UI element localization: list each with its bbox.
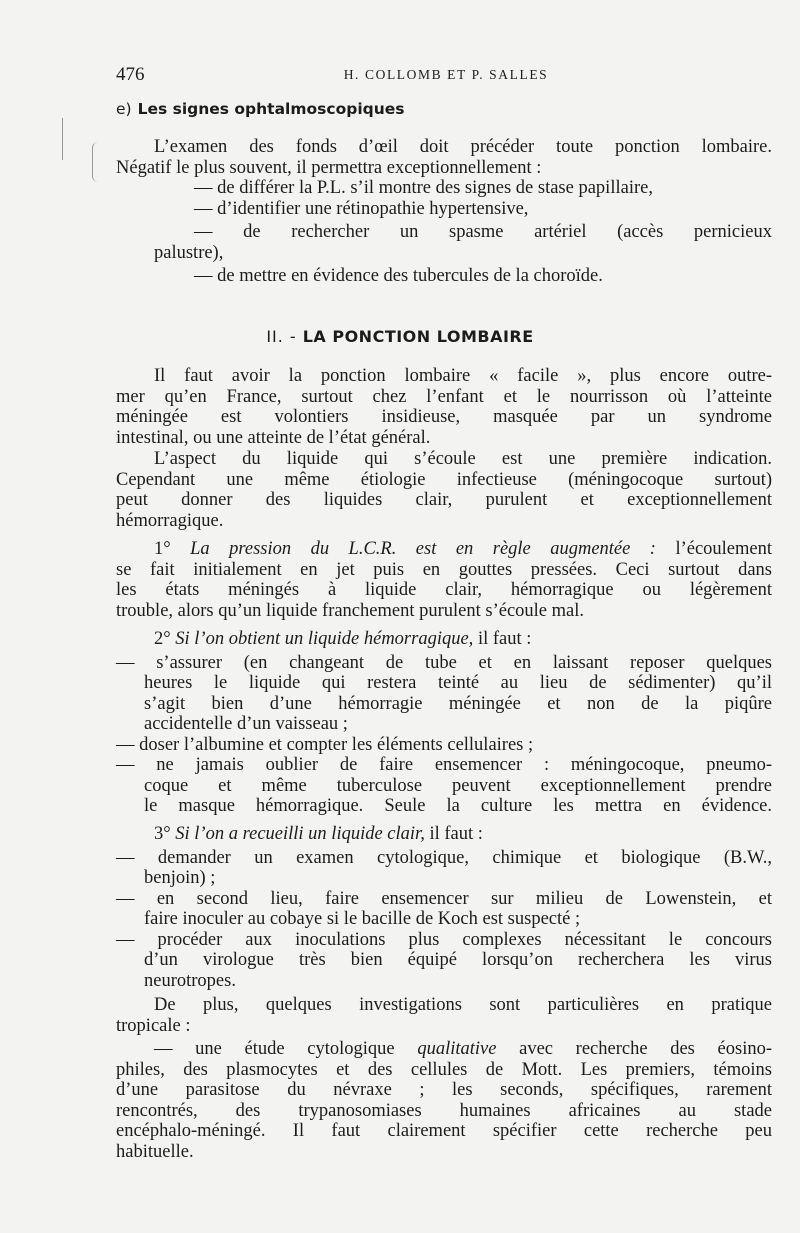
text-line: L’aspect du liquide qui s’écoule est une première indication. [154,449,772,469]
text-line: intestinal, ou une atteinte de l’état général. [116,427,431,448]
text-line: rencontrés, des trypanosomiases humaines africaines au stade [116,1100,772,1121]
point-number: 1° [154,539,171,559]
text-fragment: il faut : [477,629,532,649]
text-fragment: avec recherche des éosino- [519,1039,773,1059]
point-heading-line [116,629,772,650]
text-fragment: — une étude cytologique [154,1039,395,1059]
point-3 [116,824,772,991]
text-line: — de différer la P.L. s’il montre des signes de stase papillaire, [194,178,653,198]
text-line: le masque hémorragique. Seule la culture les mettra en évidence. [144,796,772,816]
point-number: 2° [154,629,171,649]
text-line: — d’identifier une rétinopathie hypertensive, [194,198,529,219]
text-line: d’une parasitose du névraxe ; les seconds, spécifiques, rarement [116,1080,772,1100]
text-line: philes, des plasmocytes et des cellules de Mott. Les premiers, témoins [116,1059,772,1080]
text-line: Cependant une même étiologie infectieuse (méningocoque surtout) [116,469,772,490]
text-line: habituelle. [116,1141,194,1162]
section-number: II. - [266,327,297,346]
point-heading: Si l’on obtient un liquide hémorragique, [175,629,474,649]
text-line: — ne jamais oublier de faire ensemencer : méningocoque, pneumo- [116,755,772,775]
paragraph-2 [116,449,772,531]
section-heading-e [116,100,405,118]
text-line: méningée est volontiers insidieuse, masquée par un syndrome [116,407,772,427]
text-line: — procéder aux inoculations plus complexes nécessitant le concours [116,929,772,950]
text-line: hémorragique. [116,510,224,531]
paragraph-1 [116,366,772,448]
text-line: — s’assurer (en changeant de tube et en laissant reposer quelques [116,652,772,673]
text-line: trouble, alors qu’un liquide franchement purulent s’écoule mal. [116,600,585,621]
text-line: accidentelle d’un vaisseau ; [144,714,348,734]
section-title: LA PONCTION LOMBAIRE [302,327,534,346]
text-line: L’examen des fonds d’œil doit précéder toute ponction lombaire. [154,137,772,157]
point-heading-line [116,539,772,560]
text-line: les états méningés à liquide clair, hémorragique ou légèrement [116,580,772,600]
point-heading: La pression du L.C.R. est en règle augmentée : [190,539,656,559]
text-line: encéphalo-méningé. Il faut clairement spécifier cette recherche peu [116,1121,772,1141]
margin-mark [92,142,99,182]
text-line: coque et même tuberculose peuvent exceptionnellement prendre [144,775,772,796]
text-line: se fait initialement en jet puis en gouttes pressées. Ceci surtout dans [116,559,772,580]
text-line: — demander un examen cytologique, chimique et biologique (B.W., [116,847,772,868]
text-line: — de rechercher un spasme artériel (accès pernicieux [194,222,772,242]
text-line: Il faut avoir la ponction lombaire « facile », plus encore outre- [154,366,772,386]
point-number: 3° [154,824,171,844]
point-2 [116,629,772,817]
text-line: — en second lieu, faire ensemencer sur milieu de Lowenstein, et [116,888,772,909]
text-line: faire inoculer au cobaye si le bacille de Koch est suspecté ; [144,909,581,929]
text-line: — doser l’albumine et compter les éléments cellulaires ; [116,734,534,755]
text-line: tropicale : [116,1015,191,1036]
section-label: e) [116,100,132,118]
page-number: 476 [116,64,145,85]
text-line: neurotropes. [144,970,236,991]
text-line: — de mettre en évidence des tubercules de la choroïde. [194,266,603,286]
text-line: benjoin) ; [144,868,216,888]
text-line: De plus, quelques investigations sont particulières en pratique [154,995,772,1015]
text-line: d’un virologue très bien équipé lorsqu’on recherchera les virus [144,950,772,970]
text-line: heures le liquide qui restera teinté au lieu de sédimenter) qu’il [144,673,772,693]
section-title: Les signes ophtalmoscopiques [137,100,405,118]
section-e-body [116,137,772,287]
page-header [116,64,772,88]
text-line: palustre), [154,242,224,263]
text-line: peut donner des liquides clair, purulent et exceptionnellement [116,490,772,510]
paragraph-final [116,995,772,1162]
point-heading-line [116,824,772,845]
text-line [116,1039,772,1060]
text-line: mer qu’en France, surtout chez l’enfant et le nourrisson où l’atteinte [116,386,772,407]
point-heading: Si l’on a recueilli un liquide clair, [175,824,425,844]
section-heading-ii [0,327,800,346]
text-fragment: il faut : [429,824,483,844]
margin-mark [62,118,63,160]
point-1 [116,539,772,621]
running-head: H. COLLOMB ET P. SALLES [343,67,549,82]
text-fragment: l’écoulement [675,539,773,559]
emphasis: qualitative [417,1039,497,1059]
text-line: Négatif le plus souvent, il permettra exceptionnellement : [116,157,542,178]
text-line: s’agit bien d’une hémorragie méningée et non de la piqûre [144,693,772,714]
